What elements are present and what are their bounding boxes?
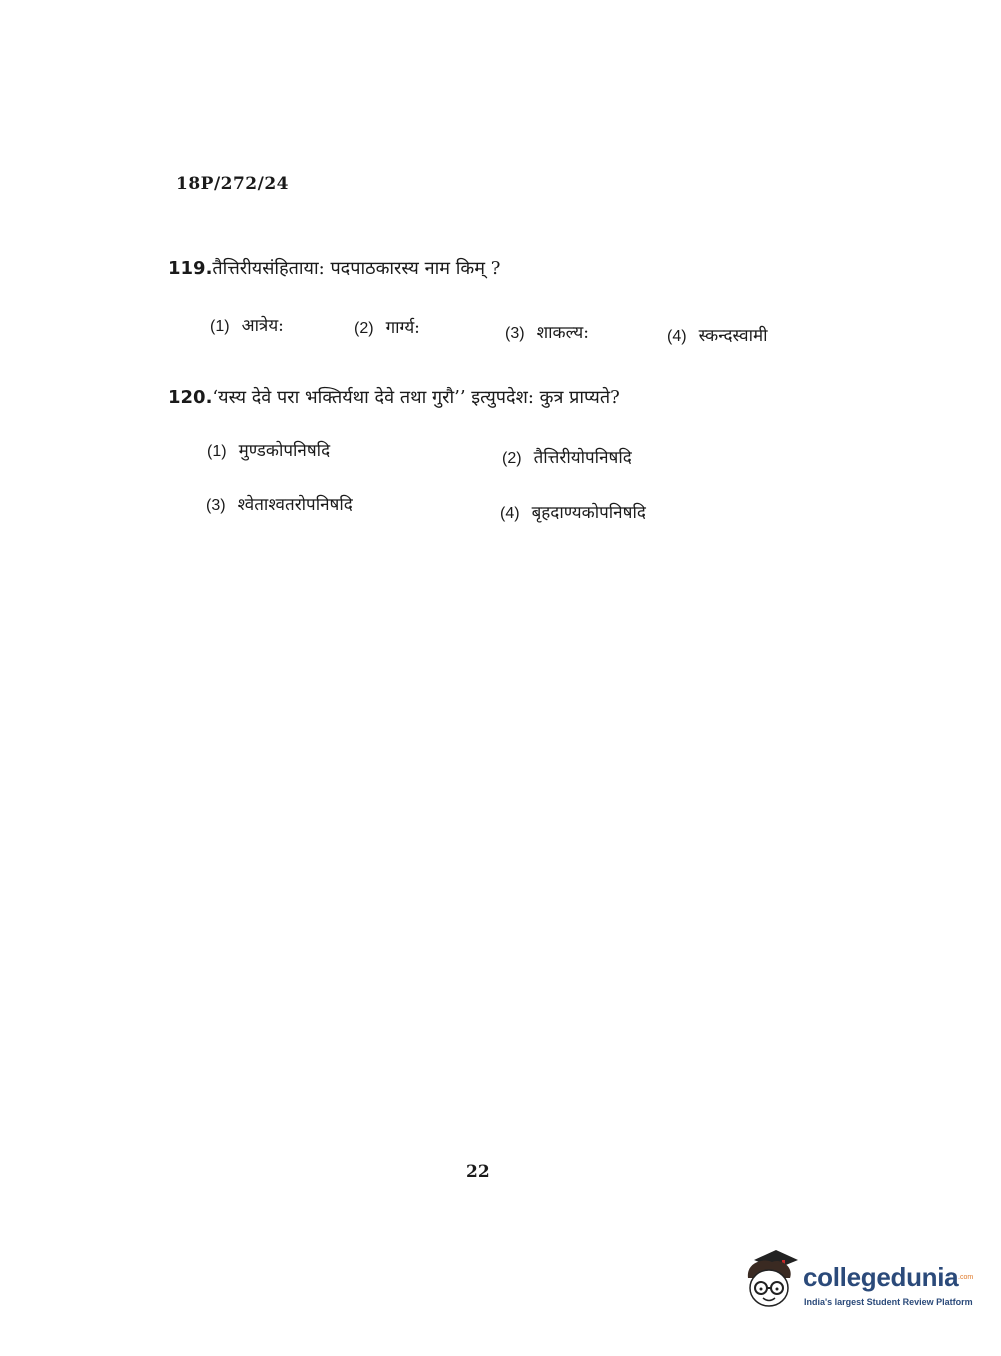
option-number: (3) bbox=[505, 325, 525, 342]
option-number: (4) bbox=[667, 328, 687, 345]
option-text: आत्रेय: bbox=[241, 316, 284, 336]
option-119-1 bbox=[210, 313, 284, 336]
option-text: मुण्डकोपनिषदि bbox=[238, 441, 331, 461]
brand-watermark bbox=[742, 1248, 972, 1320]
option-number: (2) bbox=[502, 450, 522, 467]
option-text: गार्ग्य: bbox=[385, 318, 420, 338]
option-119-3 bbox=[505, 320, 589, 343]
question-120 bbox=[168, 385, 620, 409]
question-text: तैत्तिरीयसंहिताया: पदपाठकारस्य नाम किम् ? bbox=[212, 258, 501, 279]
option-text: शाकल्य: bbox=[536, 323, 589, 343]
option-text: तैत्तिरीयोपनिषदि bbox=[533, 448, 632, 468]
option-119-2 bbox=[354, 315, 420, 338]
option-number: (2) bbox=[354, 320, 374, 337]
option-120-2 bbox=[502, 445, 632, 468]
option-120-1 bbox=[207, 438, 330, 461]
question-number: 120. bbox=[168, 387, 213, 408]
page-number: 22 bbox=[466, 1162, 490, 1182]
option-text: श्वेताश्वतरोपनिषदि bbox=[237, 495, 353, 515]
mascot-logo-icon bbox=[742, 1248, 800, 1312]
option-text: स्कन्दस्वामी bbox=[698, 326, 768, 346]
option-text: बृहदाण्यकोपनिषदि bbox=[531, 503, 646, 523]
brand-tagline: India's largest Student Review Platform bbox=[804, 1297, 973, 1307]
question-119 bbox=[168, 256, 500, 280]
brand-name: collegedunia bbox=[803, 1262, 959, 1292]
question-text: ‘यस्य देवे परा भक्तिर्यथा देवे तथा गुरौ’’ इत्युपदेश: कुत्र प्राप्यते? bbox=[212, 387, 620, 408]
question-number: 119. bbox=[168, 258, 213, 279]
option-number: (1) bbox=[207, 443, 227, 460]
option-119-4 bbox=[667, 323, 768, 346]
brand-domain-suffix: .com bbox=[958, 1274, 974, 1281]
option-number: (3) bbox=[206, 497, 226, 514]
paper-code: 18P/272/24 bbox=[176, 174, 290, 194]
option-number: (4) bbox=[500, 505, 520, 522]
option-120-3 bbox=[206, 492, 353, 515]
option-120-4 bbox=[500, 500, 646, 523]
option-number: (1) bbox=[210, 318, 230, 335]
